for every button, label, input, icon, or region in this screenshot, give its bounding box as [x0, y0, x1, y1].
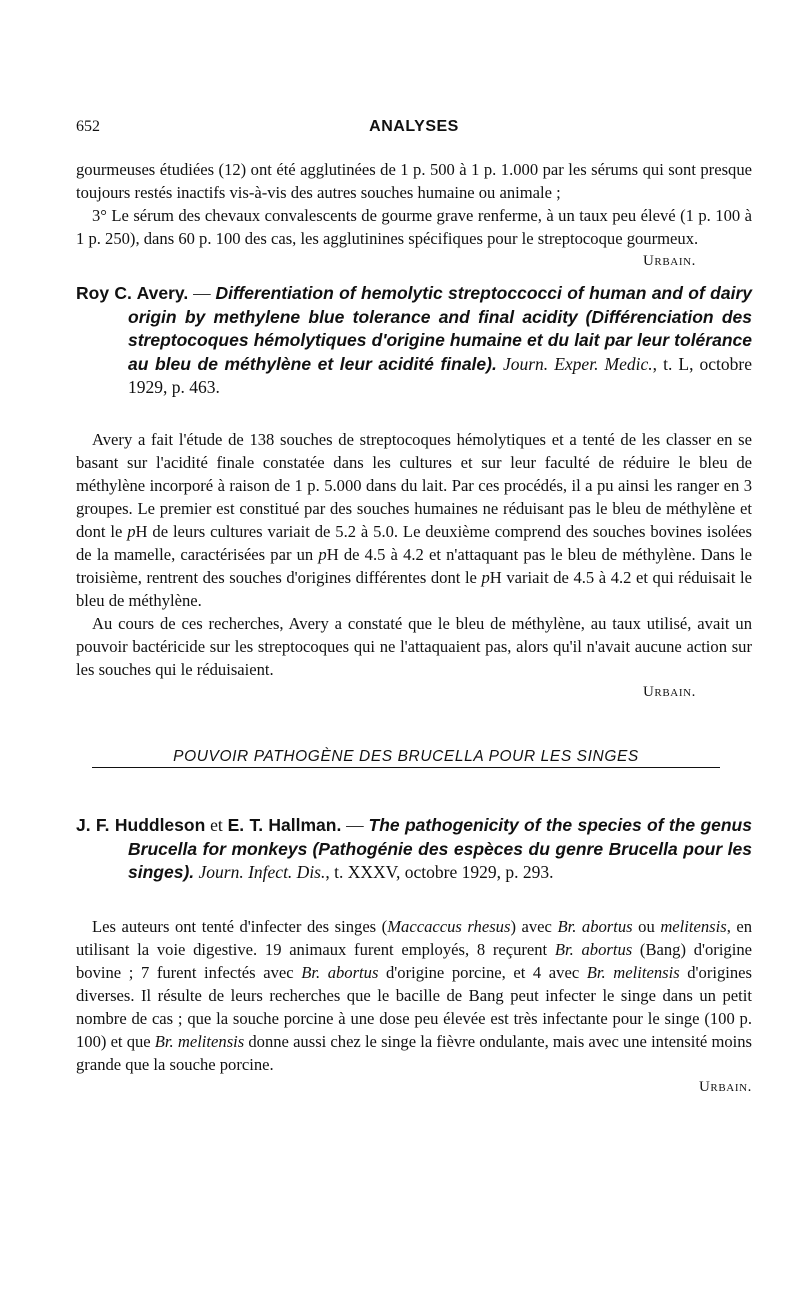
species-name: Br. abortus: [301, 962, 379, 982]
running-header: [76, 118, 752, 136]
article-1-ref: , t. L, octobre 1929, p. 463.: [128, 353, 753, 398]
page: [76, 118, 752, 1099]
section-heading: POUVOIR PATHOGÈNE DES BRUCELLA POUR LES SINGES: [92, 748, 720, 768]
article-1-text-d: H variait de 4.5 à 4.2 et qui réduisait le bleu de méthylène.: [76, 567, 752, 610]
article-2-title-fr: (Pathogénie des espèces du genre Brucella pour les singes).: [128, 838, 753, 883]
article-2-et: et: [205, 814, 228, 835]
ph-symbol: p: [318, 544, 327, 564]
article-2-journal: Journ. Infect. Dis.: [198, 862, 326, 883]
intro-paragraph-1: gourmeuses étudiées (12) ont été agglutinées de 1 p. 500 à 1 p. 1.000 par les sérums qui sont presque toujours restés inactifs vis-à-vis des autres souches humaine ou animale ;: [76, 160, 752, 202]
article-2-ref: , t. XXXV, octobre 1929, p. 293.: [325, 862, 554, 883]
article-1-signature: Urbain.: [642, 683, 696, 700]
article-1-journal: Journ. Exper. Medic.: [502, 353, 653, 374]
spacer: [76, 400, 752, 428]
article-1-paragraph-1: [76, 428, 752, 612]
article-2-title-en: The pathogenicity of the species of the genus Brucella for monkeys: [128, 814, 752, 859]
article-2-text: d'origine porcine, et 4 avec: [378, 962, 587, 982]
species-name: melitensis: [660, 916, 727, 936]
article-2-signature: Urbain.: [698, 1078, 752, 1095]
article-2-text: ) avec: [510, 916, 558, 936]
article-2-text: donne aussi chez le singe la fièvre ondulante, mais avec une intensité moins grande que la souche porcine.: [76, 1031, 753, 1074]
article-1-dash: —: [188, 283, 216, 303]
article-2-paragraph: [76, 915, 752, 1076]
article-2-text: d'origines diverses. Il résulte de leurs recherches que le bacille de Bang peut infecter le singe dans un petit nombre de cas ; que la souche porcine à une dose peu élevée est très infectante pour le singe (100 p. 100) et que: [76, 962, 752, 1051]
ph-symbol: p: [481, 567, 490, 587]
spacer: [76, 885, 752, 915]
article-1-paragraph-2: Au cours de ces recherches, Avery a constaté que le bleu de méthylène, au taux utilisé, avait un pouvoir bactéricide sur les streptocoques qui ne l'attaquaient pas, alors qu'il n'avait aucune action sur les souches qui le réduisaient.: [76, 613, 752, 679]
article-2-author-2: E. T. Hallman.: [227, 814, 342, 835]
species-name: Br. abortus: [557, 916, 633, 936]
species-name: Br. melitensis: [154, 1031, 245, 1051]
intro-signature: Urbain.: [642, 253, 696, 269]
article-2-citation: [76, 814, 752, 885]
article-1-text-a: Avery a fait l'étude de 138 souches de streptocoques hémolytiques et a tenté de les classer en se basant sur l'acidité finale constatée dans les cultures et sur leur faculté de réduire le bleu de méthylène incorporé à raison de 1 p. 5.000 dans du lait. Par ces procédés, il a pu ainsi les ranger en 3 groupes. Le premier est constitué par des souches humaines ne réduisant pas le bleu de méthylène et dont le: [76, 429, 752, 541]
article-1-title-en: Differentiation of hemolytic streptoccocci of human and of dairy origin by methylene blue tolerance and final acidity: [128, 283, 753, 327]
article-1-text-b: H de leurs cultures variait de 5.2 à 5.0. Le deuxième comprend des souches bovines isolées de la mamelle, caractérisées par un: [76, 521, 753, 564]
article-2-text: , en utilisant la voie digestive. 19 animaux furent employés, 8 reçurent: [76, 916, 753, 959]
intro-paragraph-2: [76, 204, 752, 269]
article-1-title-fr: (Différenciation des streptocoques hémolytiques d'origine humaine et du lait par leur tolérance au bleu de méthylène et leur acidité finale).: [128, 306, 752, 374]
species-name: Br. melitensis: [586, 962, 680, 982]
running-title: ANALYSES: [369, 118, 459, 135]
article-1-text-c: H de 4.5 à 4.2 et n'attaquant pas le bleu de méthylène. Dans le troisième, rentrent des souches d'origines différentes dont le: [76, 544, 752, 587]
page-number: 652: [76, 118, 100, 135]
species-name: Maccaccus rhesus: [387, 916, 511, 936]
article-2-text: Les auteurs ont tenté d'infecter des singes (: [92, 916, 388, 936]
ph-symbol: p: [127, 521, 136, 541]
article-2-author-1: J. F. Huddleson: [76, 814, 206, 835]
article-2-dash: —: [341, 814, 369, 835]
article-1-author: Roy C. Avery.: [76, 283, 189, 303]
article-1-citation: [76, 282, 752, 400]
article-2-text: (Bang) d'origine bovine ; 7 furent infectés avec: [76, 939, 752, 982]
species-name: Br. abortus: [554, 939, 633, 959]
article-2-text: ou: [632, 916, 661, 936]
intro-paragraph-2-text: 3° Le sérum des chevaux convalescents de gourme grave renferme, à un taux peu élevé (1 p. 100 à 1 p. 250), dans 60 p. 100 des cas, les agglutinines spécifiques pour le streptocoque gourmeux.: [76, 206, 752, 248]
